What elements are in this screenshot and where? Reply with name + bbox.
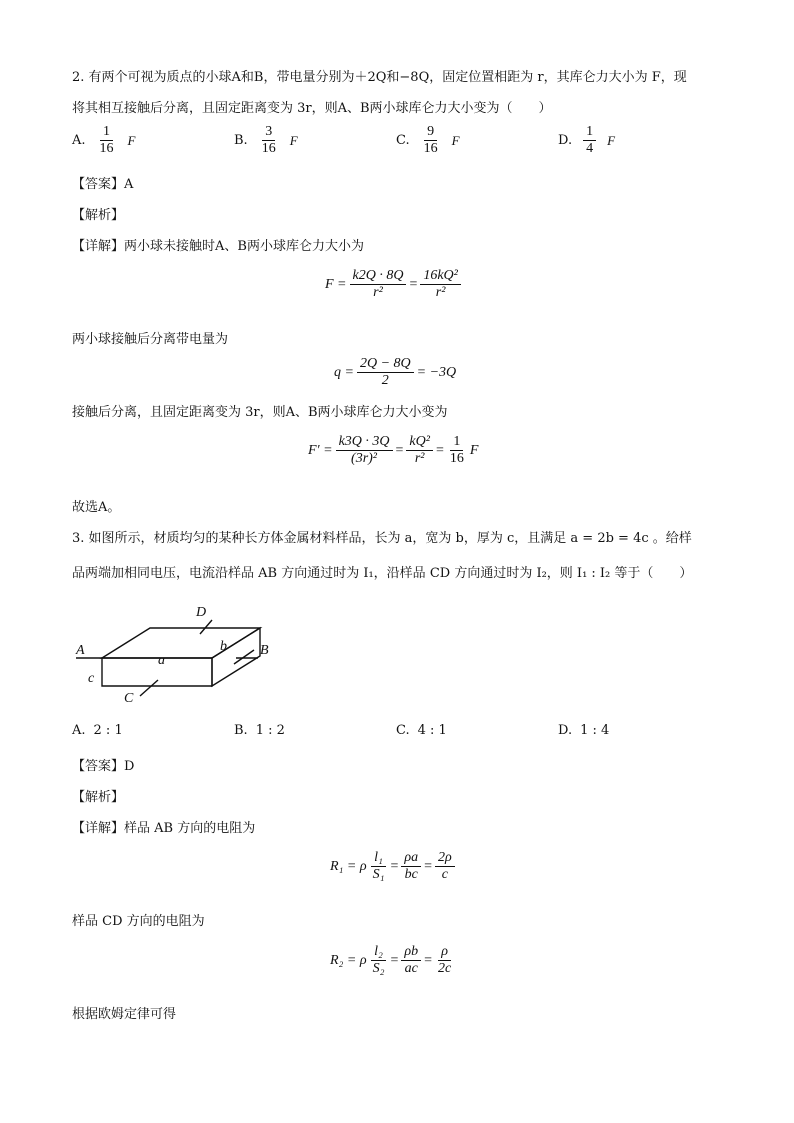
lead-c bbox=[140, 680, 158, 696]
q2-detail bbox=[72, 235, 364, 254]
label-length-a: a bbox=[158, 653, 165, 668]
cuboid-diagram bbox=[70, 598, 290, 708]
detail-text: 两小球未接触时A、B两小球库仑力大小为 bbox=[124, 239, 364, 254]
option-label: B. bbox=[234, 133, 248, 149]
q2-equation-2: q = $\frac{2Q - 8Q}{2}$ = −3Q bbox=[334, 356, 457, 389]
q2-option-b[interactable]: B. $\frac{3}{16}$ F bbox=[234, 124, 298, 157]
answer-value: A bbox=[124, 177, 134, 192]
q3-text-3: 根据欧姆定律可得 bbox=[72, 1007, 177, 1022]
q3-option-a[interactable] bbox=[72, 723, 123, 738]
q3-option-b[interactable] bbox=[234, 723, 285, 738]
label-b-terminal: B bbox=[260, 643, 269, 658]
detail-text: 样品 AB 方向的电阻为 bbox=[124, 821, 256, 836]
q2-text-3: 接触后分离，且固定距离变为 3r，则A、B两小球库仑力大小变为 bbox=[72, 405, 448, 420]
detail-tag: 【详解】 bbox=[72, 239, 125, 254]
q2-equation-3: F′ = $\frac{k3Q \cdot 3Q}{\text{(3r)²}}$ = $\frac{\text{kQ²}}{\text{r²}}$ = $\frac{1}{16}$ F bbox=[308, 434, 479, 467]
option-label: D. bbox=[558, 133, 573, 149]
option-fraction: $\frac{9}{16}$ bbox=[423, 124, 438, 157]
q2-option-d[interactable]: D. $\frac{1}{4}$ F bbox=[558, 124, 616, 157]
q3-stem-line2: 品两端加相同电压，电流沿样品 AB 方向通过时为 I₁，沿样品 CD 方向通过时为 I₂，则 I₁ : I₂ 等于（ ） bbox=[72, 566, 693, 581]
q3-option-d[interactable] bbox=[558, 723, 609, 738]
option-fraction: $\frac{3}{16}$ bbox=[261, 124, 276, 157]
option-label: B. bbox=[234, 723, 248, 738]
q3-stem-line1: 3. 如图所示，材质均匀的某种长方体金属材料样品，长为 a，宽为 b，厚为 c，且满足 a = 2b = 4c 。给样 bbox=[72, 531, 692, 546]
q2-analysis-tag: 【解析】 bbox=[72, 208, 125, 223]
option-fraction: $\frac{1}{16}$ bbox=[99, 124, 114, 157]
answer-tag: 【答案】 bbox=[72, 177, 125, 192]
q3-equation-1: R₁ = ρ $\frac{\text{l₁}}{\text{S₁}}$ = $\frac{\rho a}{bc}$ = $\frac{2\rho}{c}$ bbox=[330, 850, 458, 883]
label-a-terminal: A bbox=[76, 643, 85, 658]
q3-option-c[interactable] bbox=[396, 723, 447, 738]
q2-option-c[interactable]: C. $\frac{9}{16}$ F bbox=[396, 124, 460, 157]
option-label: D. bbox=[558, 723, 573, 738]
q2-conclusion: 故选A。 bbox=[72, 500, 121, 515]
option-value: 2 : 1 bbox=[93, 723, 123, 738]
q2-option-a[interactable]: A. $\frac{1}{16}$ F bbox=[72, 124, 136, 157]
option-label: C. bbox=[396, 133, 410, 149]
label-c-terminal: C bbox=[124, 691, 134, 706]
answer-tag: 【答案】 bbox=[72, 759, 125, 774]
label-width-b: b bbox=[220, 639, 227, 654]
q2-equation-1: F = $\frac{k2Q \cdot 8Q}{\text{r²}}$ = $\frac{\text{16kQ²}}{\text{r²}}$ bbox=[325, 268, 464, 301]
q2-stem-line2: 将其相互接触后分离，且固定距离变为 3r，则A、B两小球库仑力大小变为（ ） bbox=[72, 101, 552, 116]
answer-value: D bbox=[124, 759, 135, 774]
label-thickness-c: c bbox=[88, 671, 95, 686]
option-label: A. bbox=[72, 723, 86, 738]
option-label: C. bbox=[396, 723, 410, 738]
q3-text-2: 样品 CD 方向的电阻为 bbox=[72, 914, 205, 929]
q2-stem-line1: 2. 有两个可视为质点的小球A和B，带电量分别为＋2Q和−8Q，固定位置相距为 r，其库仑力大小为 F，现 bbox=[72, 70, 687, 85]
detail-tag: 【详解】 bbox=[72, 821, 125, 836]
option-value: 1 : 2 bbox=[255, 723, 285, 738]
q3-analysis-tag: 【解析】 bbox=[72, 790, 125, 805]
option-value: 4 : 1 bbox=[417, 723, 447, 738]
q2-text-2: 两小球接触后分离带电量为 bbox=[72, 332, 229, 347]
q3-detail bbox=[72, 817, 255, 836]
lead-d bbox=[200, 620, 212, 634]
option-value: 1 : 4 bbox=[580, 723, 610, 738]
q3-equation-2: R₂ = ρ $\frac{\text{l₂}}{\text{S₂}}$ = $\frac{\rho b}{ac}$ = $\frac{\rho}{2c}$ bbox=[330, 944, 452, 977]
option-label: A. bbox=[72, 133, 86, 149]
option-fraction: $\frac{1}{4}$ bbox=[583, 124, 596, 157]
label-d-terminal: D bbox=[196, 605, 207, 620]
q3-answer bbox=[72, 755, 134, 774]
cuboid-right-face bbox=[212, 628, 260, 686]
q2-answer bbox=[72, 173, 133, 192]
